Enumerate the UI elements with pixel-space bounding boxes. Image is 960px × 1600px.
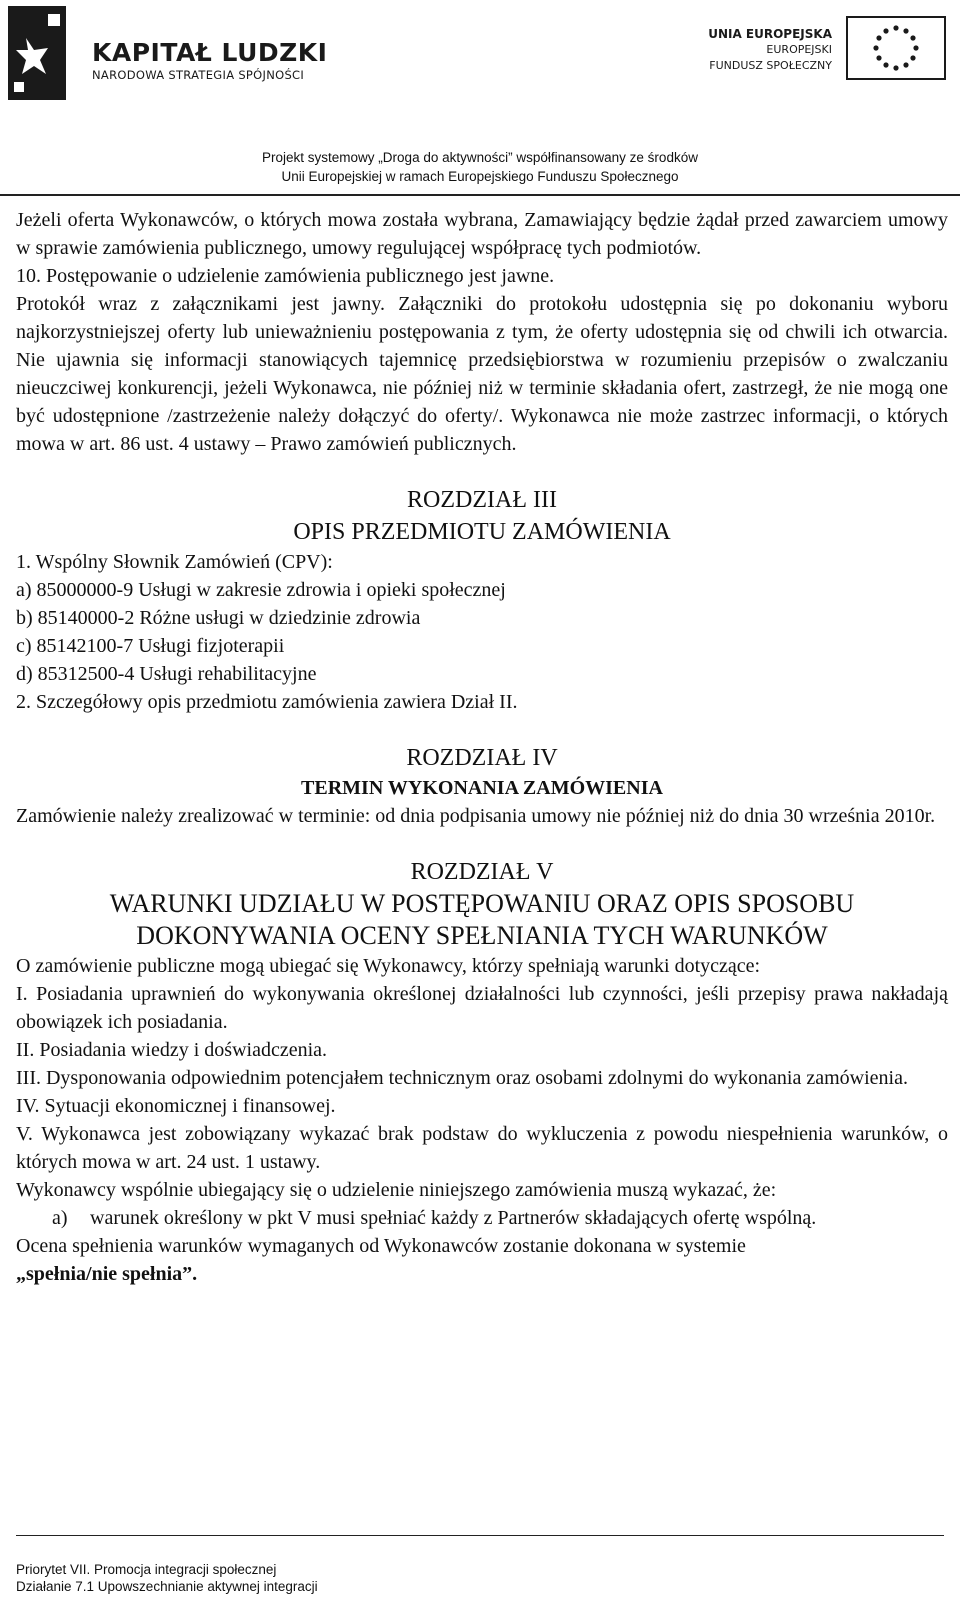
cpv-line: 2. Szczegółowy opis przedmiotu zamówienia zawiera Dział II. xyxy=(16,691,518,713)
eu-line-3: FUNDUSZ SPOŁECZNY xyxy=(709,59,832,72)
section-3-subtitle: OPIS PRZEDMIOTU ZAMÓWIENIA xyxy=(293,519,671,545)
intro-paragraph-2: 10. Postępowanie o udzielenie zamówienia publicznego jest jawne. xyxy=(16,265,555,287)
eu-line-2: EUROPEJSKI xyxy=(766,43,832,56)
footer-divider xyxy=(16,1535,944,1536)
logo-subtitle: NARODOWA STRATEGIA SPÓJNOŚCI xyxy=(92,68,305,82)
list-item-label: a) xyxy=(52,1207,68,1229)
section-5-paragraph: II. Posiadania wiedzy i doświadczenia. xyxy=(16,1039,328,1061)
cpv-line: 1. Wspólny Słownik Zamówień (CPV): xyxy=(16,551,333,573)
footer-line-2: Działanie 7.1 Upowszechnianie aktywnej integracji xyxy=(16,1579,318,1594)
list-item xyxy=(16,1204,948,1232)
section-4-subtitle: TERMIN WYKONANIA ZAMÓWIENIA xyxy=(301,777,663,799)
list-item-text: warunek określony w pkt V musi spełniać każdy z Partnerów składających ofertę wspólną. xyxy=(90,1207,817,1229)
kapital-ludzki-logo xyxy=(4,4,328,104)
eu-flag-icon xyxy=(846,16,946,80)
eu-text xyxy=(708,26,832,74)
eu-logo xyxy=(706,16,946,82)
kapital-ludzki-star-icon xyxy=(4,4,70,102)
eu-line-1: UNIA EUROPEJSKA xyxy=(708,27,832,41)
closing-text: Ocena spełnienia warunków wymaganych od Wykonawców zostanie dokonana w systemie xyxy=(16,1235,746,1257)
header-divider xyxy=(0,194,960,196)
project-line-1: Projekt systemowy „Droga do aktywności” współfinansowany ze środków xyxy=(262,150,698,165)
page-footer xyxy=(16,1561,318,1595)
section-5-paragraph: I. Posiadania uprawnień do wykonywania określonej działalności lub czynności, jeśli przepisy prawa nakładają obowiązek ich posiadania. xyxy=(16,983,948,1033)
section-3-title: ROZDZIAŁ III xyxy=(407,487,557,513)
section-5-paragraph: III. Dysponowania odpowiednim potencjałem technicznym oraz osobami zdolnymi do wykonania zamówienia. xyxy=(16,1067,908,1089)
logo-title: KAPITAŁ LUDZKI xyxy=(92,38,328,67)
cpv-line: a) 85000000-9 Usługi w zakresie zdrowia i opieki społecznej xyxy=(16,579,506,601)
section-4-text: Zamówienie należy zrealizować w terminie: od dnia podpisania umowy nie później niż do dnia 30 września 2010r. xyxy=(16,805,936,827)
page-header xyxy=(0,0,960,198)
section-4-title: ROZDZIAŁ IV xyxy=(406,745,558,771)
intro-paragraph-1: Jeżeli oferta Wykonawców, o których mowa została wybrana, Zamawiający będzie żądał przed zawarciem umowy w sprawie zamówienia publicznego, umowy regulującej współpracę tych podmiotów. xyxy=(16,209,948,259)
section-5-paragraph: IV. Sytuacji ekonomicznej i finansowej. xyxy=(16,1095,336,1117)
project-line-2: Unii Europejskiej w ramach Europejskiego Funduszu Społecznego xyxy=(281,169,679,184)
section-5-paragraph: O zamówienie publiczne mogą ubiegać się Wykonawcy, którzy spełniają warunki dotyczące: xyxy=(16,955,761,977)
intro-paragraph-3: Protokół wraz z załącznikami jest jawny. Załączniki do protokołu udostępnia się po dokonaniu wyboru najkorzystniejszej oferty lub unieważnieniu postępowania z tym, że oferty udostępnia się od chwili ich otwarcia. Nie ujawnia się informacji stanowiących tajemnicę przedsiębiorstwa w rozumieniu przepisów o zwalczaniu nieuczciwej konkurencji, jeżeli Wykonawca, nie później niż w terminie składania ofert, zastrzegł, że nie mogą one być udostępnione /zastrzeżenie należy dołączyć do oferty/. Wykonawca nie może zastrzec informacji, o których mowa w art. 86 ust. 4 ustawy – Prawo zamówień publicznych. xyxy=(16,293,948,455)
footer-line-1: Priorytet VII. Promocja integracji społecznej xyxy=(16,1562,277,1577)
section-5-closing xyxy=(16,1232,948,1288)
section-5-title: ROZDZIAŁ V xyxy=(410,859,554,885)
section-5-paragraph: Wykonawcy wspólnie ubiegający się o udzielenie niniejszego zamówienia muszą wykazać, że: xyxy=(16,1179,777,1201)
cpv-line: d) 85312500-4 Usługi rehabilitacyjne xyxy=(16,663,317,685)
section-5-paragraph: V. Wykonawca jest zobowiązany wykazać brak podstaw do wykluczenia z powodu niespełnienia warunków, o których mowa w art. 24 ust. 1 ustawy. xyxy=(16,1123,948,1173)
cpv-line: b) 85140000-2 Różne usługi w dziedzinie zdrowia xyxy=(16,607,421,629)
document-body xyxy=(16,206,948,1288)
project-caption xyxy=(0,148,960,186)
closing-bold-text: „spełnia/nie spełnia”. xyxy=(16,1263,198,1285)
cpv-line: c) 85142100-7 Usługi fizjoterapii xyxy=(16,635,285,657)
section-5-subtitle-2: DOKONYWANIA OCENY SPEŁNIANIA TYCH WARUNKÓW xyxy=(136,921,828,950)
section-5-subtitle-1: WARUNKI UDZIAŁU W POSTĘPOWANIU ORAZ OPIS SPOSOBU xyxy=(109,889,855,918)
